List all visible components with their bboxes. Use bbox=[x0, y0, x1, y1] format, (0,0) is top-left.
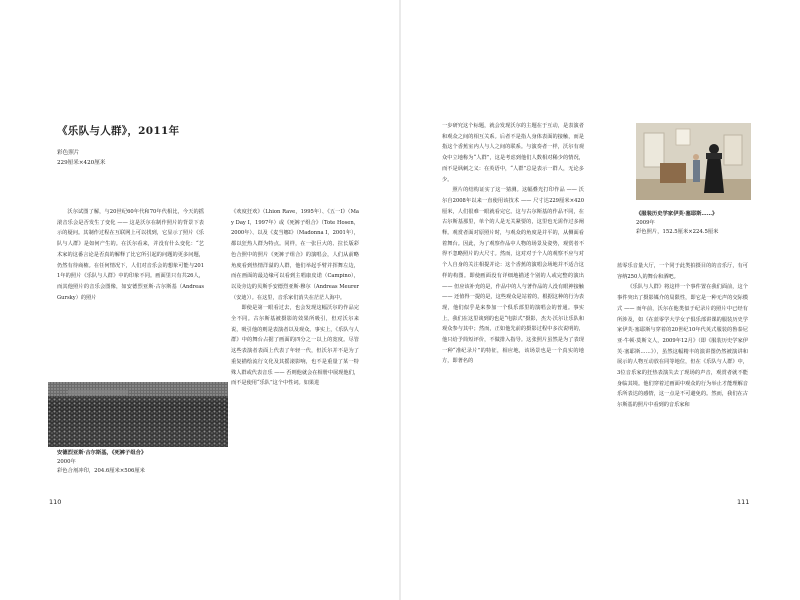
caption-medium-size: 彩色照片，152.5厘米×224.5厘米 bbox=[636, 229, 719, 235]
artwork-meta bbox=[57, 148, 105, 168]
text-column-2 bbox=[231, 207, 359, 482]
page-number-left: 110 bbox=[49, 498, 62, 506]
crowd-photo-caption bbox=[57, 449, 146, 476]
artwork-medium: 彩色照片 bbox=[57, 150, 80, 156]
crowd-photo-image bbox=[48, 382, 228, 447]
paragraph: 照片的结构证实了这一猜测。这幅叠光打印作品 —— 沃尔自2008年以来一直使用该技术 —— 尺寸达229厘米×420厘米，人们很难一眼就看完它。这与古尔斯基的作品不同，在古尔斯基那里，单个的人是无关紧要的，这里也无需作过多阐释。观赏者面对原照片时，与观众的角度是并平的，从侧面看着舞台。因此，为了观察作品中人物的场景及姿势，观赏者不得不忽略照片的大尺寸。然而，这对对于个人的观察不应与对个人自身的关注相提并论：这个香蕉的演唱会场地并不适合这样的构图。即使画面没有详细地描述个别的人或完整的演出 —— 但应该补充的是，作品中的人与著作品的人没有眼神接触 —— 还值得一提的是，这些观众是站着的，根据这种的行为表现，他们似乎是来参加一个俱乐部里的演唱会的普通。事实上，我们在这里谈到的也是“电影式”摄影，杰夫·沃尔让乐队和观众参与其中；然而，正如他先前的摄影过程中多次说明的，他只给予简短评价，不做排入指导。这张照片虽然是为了表现一种“准纪录片”的特征，相应地，该场景也是一个真实的地方，即著名的 bbox=[442, 187, 584, 365]
caption-medium-size: 彩色合剂冲印，204.6厘米×506厘米 bbox=[57, 468, 145, 474]
caption-artist-title: 安德烈亚斯·古尔斯基，《死裤子组合》 bbox=[57, 450, 147, 456]
caption-year: 2000年 bbox=[57, 459, 76, 465]
paragraph: 《欢度狂欢》（Lhion Rave，1995年）、《五一I》（May Day I，1997年）或《死裤子组合》（Tote Hosen，2000年）、以及《麦当娜I》（Madonna I，2001年），都以狂热人群为特点。同样，在一张巨大的、拉长版彩色合照中的照片《死裤子组合》的演唱会，人们从前略角度看到热情洋溢的人群，他们举起手臂并挥舞左边，而在画面的最边缘可以看到主唱康皮诺（Campino），以及旁边的贝斯手安德烈亚斯·穆尔（Andreas Meurer（安迪））。在这里，音乐家们消失在茫茫人海中。 bbox=[231, 209, 359, 301]
historian-photo bbox=[636, 123, 751, 200]
caption-title: 《服装历史学家伊芙·塞耶斯……》 bbox=[636, 211, 718, 217]
book-gutter bbox=[399, 0, 401, 600]
paragraph: 《乐队与人群》将这样一个事件置在我们面前，这个事件突出了摄影媒介的局限性，即它是一种无声的交际模式 —— 而年前，沃尔在他类似于纪录片的照片中已经有所涉及，如《在蓝零学大学女子俱乐部讲课的服装历史学家伊芙·塞耶斯与穿着的20世纪10年代英式服装的鲁泰尼亚·牛顿·莫斯文人，2009年12月》（即《服装历史学家伊芙·塞耶斯……》），虽然这幅精丰的演讲图仍然被演讲和展示的人物互动放在同等地位，但在《乐队与人群》中，3位音乐家的狂热表演失去了现场的声音，观赏者就不能身临其境。他们穿着过画面中观众的行为举止才能理解音乐所表达的感情，这一点是不可避免的。然而，我们在古尔斯基的照片中看到的音乐家和 bbox=[617, 284, 748, 409]
paragraph: 即使是第一眼看过去，也会发现这幅沃尔的作品完全不同。古尔斯基被摄影的效果所吸引，但对沃尔来说，吸引他的则是表演者以及观众。事实上，《乐队与人群》中的舞台占据了画面的四分之一以上的宽度。尽管这些表演者表面上代表了年轻一代，但沃尔并不是为了重复描绘流行文化及其摇滚影响，也不是重量了某一特殊人群或代表音乐 —— 否则他就会在相册中展现他们，而不是使用“乐队”这个中性词。如果进 bbox=[231, 305, 359, 387]
crowd-photo bbox=[48, 382, 228, 447]
historian-photo-image bbox=[636, 123, 751, 200]
text-column-1 bbox=[57, 207, 204, 382]
historian-photo-caption bbox=[636, 210, 718, 237]
artwork-title: 《乐队与人群》，2011年 bbox=[57, 125, 180, 137]
paragraph: 蓝零乐音量大厅，一个同于此类拍摄目的的音乐厅，有可容纳250人的舞台和酒吧。 bbox=[617, 263, 748, 280]
caption-year: 2009年 bbox=[636, 220, 655, 226]
page-number-right: 111 bbox=[737, 498, 750, 506]
paragraph: 沃尔试图了解，与20世纪60年代和70年代相比，今天的摇滚音乐会是否发生了变化 —— 这是沃尔在制作照片的背景下表示的疑问。其制作过程在互联网上可以找到，它显示了照片《乐队与人群》是如何产生的。在沃尔看来，并没有什么变化：“艺术家的这番言论是否真的解释了比它所引起的问题的更多问题，仍然有待商榷。在任何情况下，人们对音乐会的想象可能与2011年的照片《乐队与人群》中的印象不同。画面里只有共26人，而其他照片的音乐会图像，如安德烈亚斯·古尔斯基（Andreas Gursky）的照片 bbox=[57, 209, 204, 301]
text-column-4 bbox=[617, 261, 748, 487]
text-column-3 bbox=[442, 121, 584, 487]
paragraph: 一步研究这个标题，就会发现沃尔的主题在于互动，是表演者和观众之间的相互关系。后者不是指人身体表面的接触，而是指这个香蕉室内人与人之间的联系。与演奏者一样，沃尔有观众中立地称为“人群”，这是考虑到他们人数相对稀少的情况，而不是讽刺之义：在英语中，“人群”总是表示一群人，无论多少。 bbox=[442, 123, 584, 183]
artwork-dimensions: 229厘米×420厘米 bbox=[57, 160, 106, 166]
